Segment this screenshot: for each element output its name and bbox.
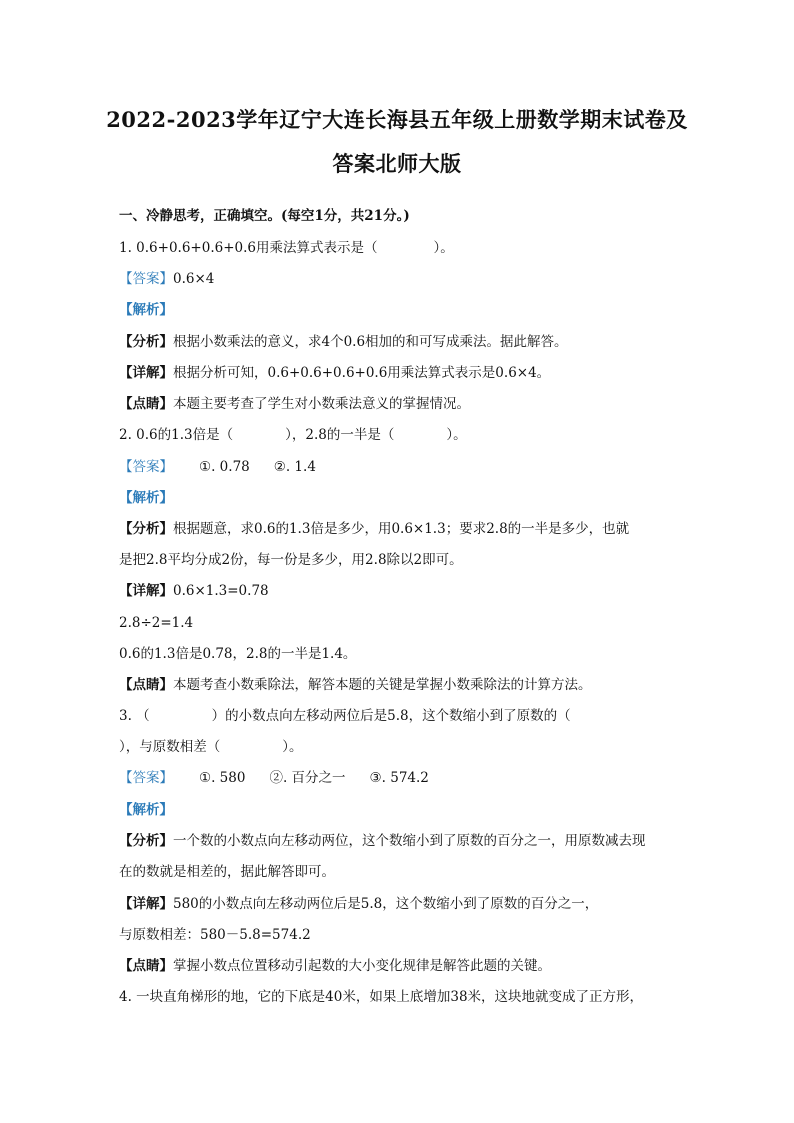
xiangjie-label: 【详解】	[119, 583, 173, 599]
analysis-label: 【解析】	[119, 490, 173, 506]
document-title-line-2: 答案北师大版	[332, 151, 462, 176]
dianjing-text: 本题考查小数乘除法，解答本题的关键是掌握小数乘除法的计算方法。	[173, 677, 592, 693]
question-2-xiangjie-1	[119, 581, 679, 601]
fenxi-label: 【分析】	[119, 521, 173, 537]
answer-value-2: ②. 百分之一	[269, 770, 346, 786]
dianjing-label: 【点睛】	[119, 396, 173, 412]
section-heading: 一、冷静思考，正确填空。(每空1分，共21分。)	[119, 208, 410, 224]
document-title-line-1: 2022-2023学年辽宁大连长海县五年级上册数学期末试卷及	[106, 107, 688, 132]
question-3-xiangjie-1	[119, 894, 679, 914]
question-1-analysis-heading	[119, 300, 679, 320]
answer-label: 【答案】	[119, 459, 173, 475]
question-1	[119, 238, 679, 258]
question-3-text-d: ）。	[282, 739, 303, 755]
question-2-dianjing	[119, 675, 679, 695]
question-2-text-a: 2. 0.6的1.3倍是（	[119, 427, 234, 443]
question-3-fenxi-1	[119, 831, 679, 851]
question-3-fenxi-2: 在的数就是相差的，据此解答即可。	[119, 864, 335, 880]
dianjing-text: 本题主要考查了学生对小数乘法意义的掌握情况。	[173, 396, 470, 412]
question-3-analysis-heading	[119, 800, 679, 820]
dianjing-label: 【点睛】	[119, 677, 173, 693]
answer-value-2: ②. 1.4	[273, 459, 316, 475]
analysis-label: 【解析】	[119, 302, 173, 318]
question-2-text-c: ）。	[446, 427, 467, 443]
answer-value-1: ①. 0.78	[199, 459, 250, 475]
question-1-text-a: 1. 0.6+0.6+0.6+0.6用乘法算式表示是（	[119, 240, 378, 256]
xiangjie-text-1: 580的小数点向左移动两位后是5.8，这个数缩小到了原数的百分之一，	[173, 896, 599, 912]
question-2	[119, 425, 679, 445]
question-2-fenxi-1	[119, 519, 679, 539]
question-3-text-b: ）的小数点向左移动两位后是5.8，这个数缩小到了原数的（	[211, 708, 571, 724]
question-2-xiangjie-2: 2.8÷2=1.4	[119, 615, 194, 631]
fenxi-label: 【分析】	[119, 334, 173, 350]
fenxi-text-1: 根据题意，求0.6的1.3倍是多少，用0.6×1.3；要求2.8的一半是多少，也就	[173, 521, 630, 537]
dianjing-text: 掌握小数点位置移动引起数的大小变化规律是解答此题的关键。	[173, 958, 551, 974]
question-2-text-b: ），2.8的一半是（	[285, 427, 395, 443]
answer-label: 【答案】	[119, 271, 173, 287]
question-1-dianjing	[119, 394, 679, 414]
question-3-line-2	[119, 737, 679, 757]
question-2-fenxi-2: 是把2.8平均分成2份，每一份是多少，用2.8除以2即可。	[119, 552, 463, 568]
fenxi-label: 【分析】	[119, 833, 173, 849]
question-2-answer	[119, 457, 679, 477]
question-2-xiangjie-3: 0.6的1.3倍是0.78，2.8的一半是1.4。	[119, 646, 357, 662]
question-3-line-1	[119, 706, 679, 726]
question-3-xiangjie-2: 与原数相差：580－5.8=574.2	[119, 927, 311, 943]
xiangjie-label: 【详解】	[119, 365, 173, 381]
answer-label: 【答案】	[119, 770, 173, 786]
question-3-text-a: 3. （	[119, 708, 150, 724]
answer-value: 0.6×4	[173, 271, 215, 287]
question-3-answer	[119, 768, 679, 788]
fenxi-text-1: 一个数的小数点向左移动两位，这个数缩小到了原数的百分之一，用原数减去现	[173, 833, 646, 849]
question-1-xiangjie	[119, 363, 679, 383]
question-1-text-b: ）。	[433, 240, 454, 256]
question-3-text-c: ），与原数相差（	[119, 739, 221, 755]
question-1-fenxi	[119, 332, 679, 352]
xiangjie-text: 根据分析可知，0.6+0.6+0.6+0.6用乘法算式表示是0.6×4。	[173, 365, 551, 381]
analysis-label: 【解析】	[119, 802, 173, 818]
answer-value-3: ③. 574.2	[369, 770, 429, 786]
question-1-answer	[119, 269, 679, 289]
question-4: 4. 一块直角梯形的地，它的下底是40米，如果上底增加38米，这块地就变成了正方形，	[119, 989, 644, 1005]
question-3-dianjing	[119, 956, 679, 976]
question-2-analysis-heading	[119, 488, 679, 508]
fenxi-text: 根据小数乘法的意义，求4个0.6相加的和可写成乘法。据此解答。	[173, 334, 568, 350]
xiangjie-label: 【详解】	[119, 896, 173, 912]
dianjing-label: 【点睛】	[119, 958, 173, 974]
answer-value-1: ①. 580	[199, 770, 246, 786]
xiangjie-text-1: 0.6×1.3=0.78	[173, 583, 269, 599]
